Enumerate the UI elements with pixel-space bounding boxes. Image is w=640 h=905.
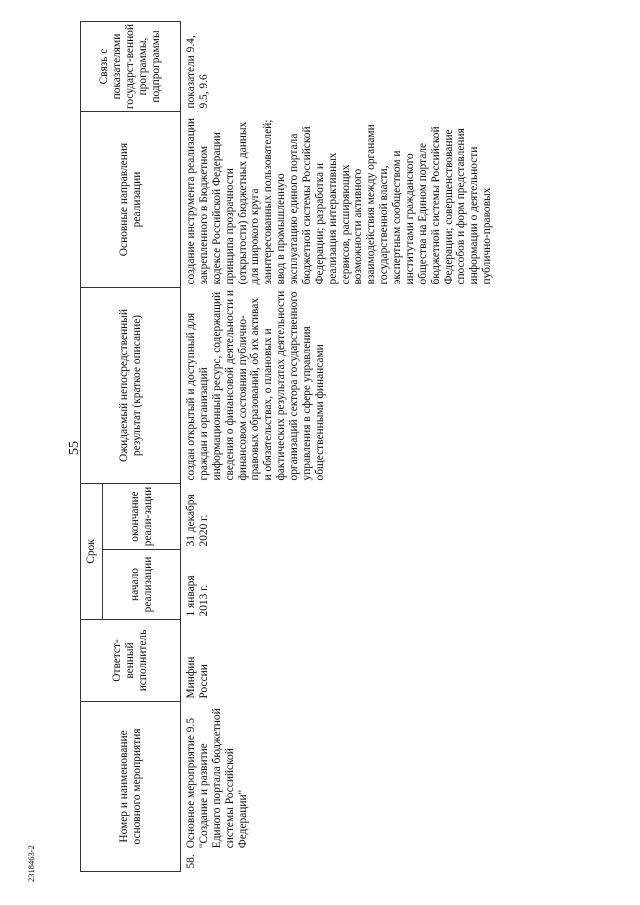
indicator-link-cell: показатели 9.4, 9.5, 9.6 [185,35,210,109]
header-directions: Основные направления реализации [81,112,181,288]
header-measure-name: Номер и наименование основного мероприятия [81,702,181,872]
measure-name: Основное мероприятие 9.5 "Создание и развитие Единого портала бюджетной системы Российской Федерации" [185,708,249,849]
page-number: 55 [67,441,82,455]
document-id: 2318463-2 [26,845,36,882]
header-start: начало реализации [103,550,181,620]
measures-table [80,21,494,872]
header-period: Срок [81,484,103,620]
result-cell: создан открытый и доступный для граждан и организаций информационный ресурс, содержащий сведения о финансовой деятельности и финансовом состоянии публично-правовых образований, об их активах и обязательствах, о плановых и фактических результатах деятельности организаций сектора государственного управления в сфере управления общественными финансами [185,289,326,481]
responsible-cell: Минфин России [185,656,210,699]
header-expected-result: Ожидаемый непосредственный результат (краткое описание) [81,288,181,484]
header-responsible: Ответст-венный исполнитель [81,620,181,702]
table-row [181,22,495,872]
measure-cell [181,702,495,872]
rotated-table-container [80,22,640,872]
directions-cell: создание инструмента реализации закрепленного в Бюджетном кодексе Российской Федерации принципа прозрачности (открытости) бюджетных данных для широкого круга заинтересованных пользователей; ввод в промышленную эксплуатацию единого портала бюджетной системы Российской Федерации; разработка и реализация интерактивных сервисов, расширяющих возможности активного взаимодействия между органами государственной власти, экспертным сообществом и институтами гражданского общества на Едином портале бюджетной системы Российской Федерации; совершенствование способов и форм представления информации о деятельности публично-правовых [185,118,494,285]
end-cell: 31 декабря 2020 г. [185,494,210,547]
start-cell: 1 января 2013 г. [185,575,210,617]
header-indicator-link: Связь с показателями государст-венной программы, подпрограммы [81,22,181,112]
row-number: 58. [185,854,197,869]
header-end: окончание реали-зации [103,484,181,550]
